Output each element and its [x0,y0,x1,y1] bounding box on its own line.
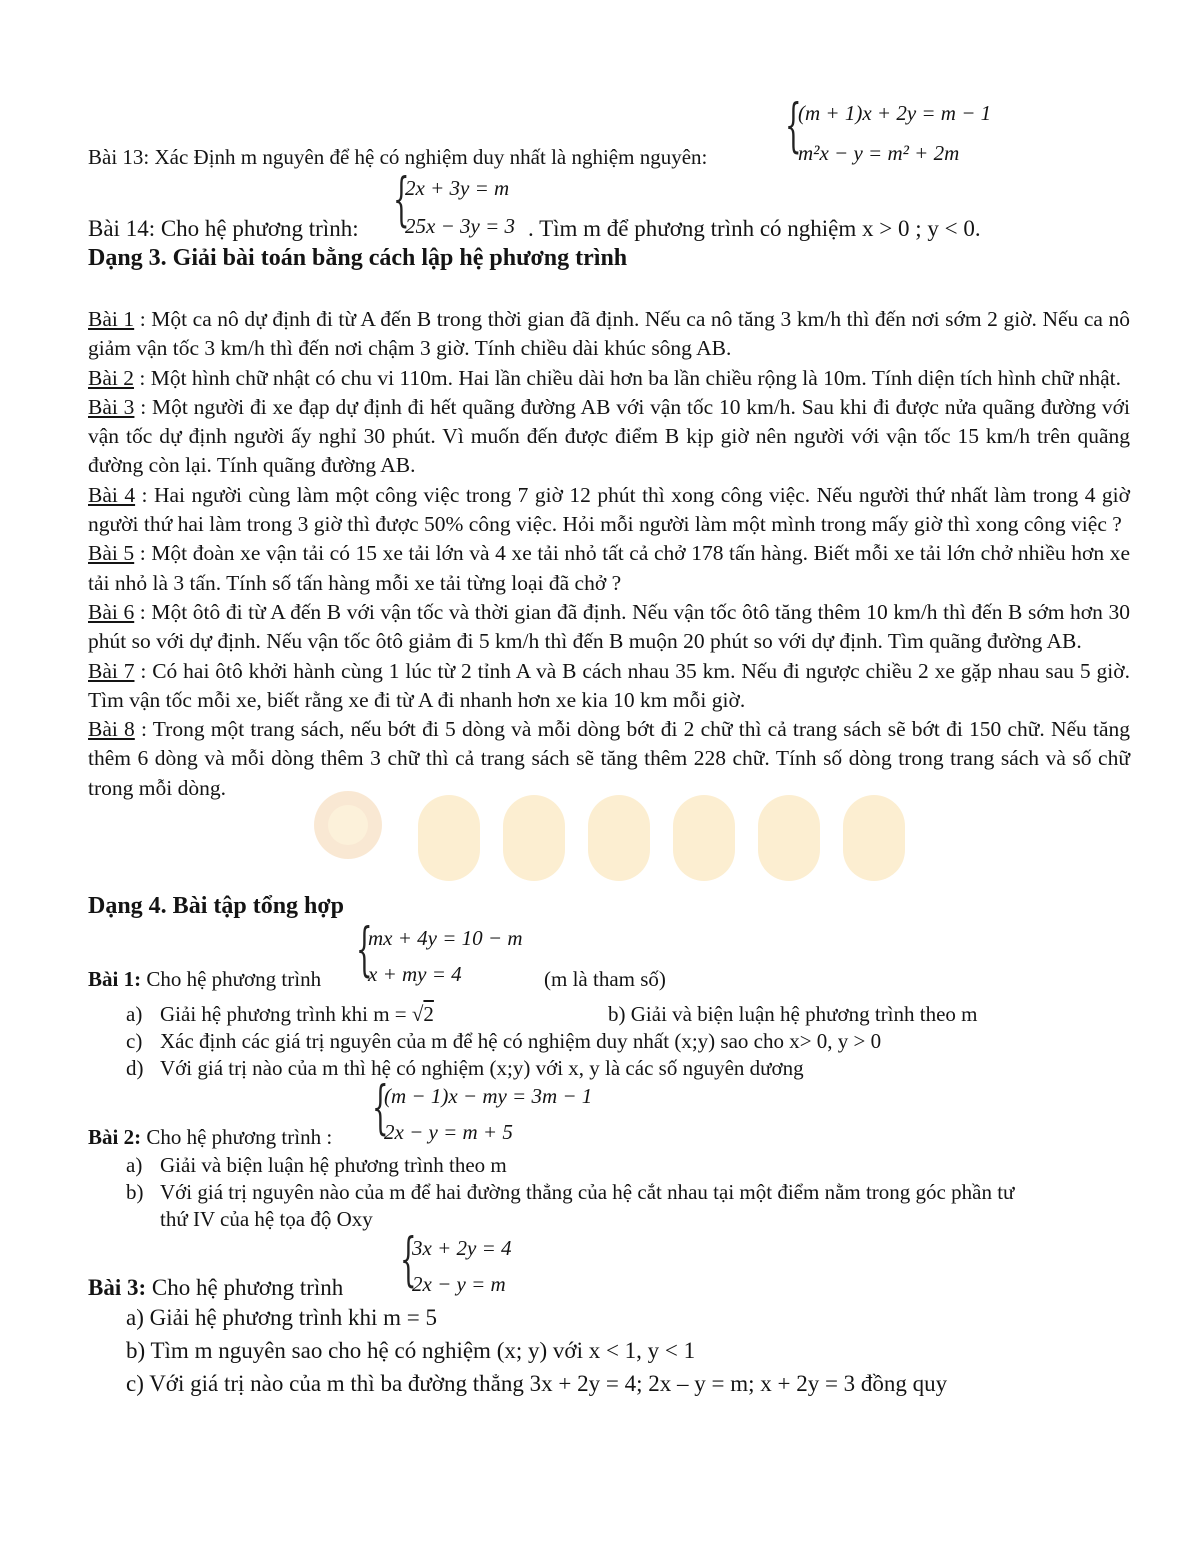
bai13-brace: { [785,91,802,159]
d4-bai1-c: Xác định các giá trị nguyên của m để hệ có nghiệm duy nhất (x;y) sao cho x> 0, y > 0 [160,1029,882,1053]
problem-8 [88,715,1130,803]
problem-text: : Một ca nô dự định đi từ A đến B trong thời gian đã định. Nếu ca nô tăng 3 km/h thì đến nơi sớm 2 giờ. Nếu ca nô giảm vận tốc 3 km/h thì đến nơi chậm 3 giờ. Tính chiều dài khúc sông AB. [88,307,1130,361]
d4-bai2-intro [88,1125,332,1150]
d4-bai1-brace: { [356,915,373,983]
problem-text: : Một người đi xe đạp dự định đi hết quãng đường AB với vận tốc 10 km/h. Sau khi đi được nửa quãng đường với vận tốc dự định người ấy nghỉ 30 phút. Vì muốn đến được điểm B kịp giờ nên người với vận tốc 15 km/h trên quãng đường còn lại. Tính quãng đường AB. [88,394,1130,478]
problem-text: : Một đoàn xe vận tải có 15 xe tải lớn và 4 xe tải nhỏ tất cả chở 178 tấn hàng. Biết mỗi xe tải lớn chở nhiều hơn xe tải nhỏ là 3 tấn. Tính số tấn hàng mỗi xe tải từng loại đã chở ? [88,541,1130,595]
d4-bai1-note: (m là tham số) [544,967,666,991]
d4-bai1-b: b) Giải và biện luận hệ phương trình theo m [608,1002,978,1026]
d4-bai2-b-label: b) [126,1180,144,1204]
d4-bai2-b-line2: thứ IV của hệ tọa độ Oxy [160,1207,373,1231]
bai14-eq2: 25x − 3y = 3 [405,214,515,238]
d4-bai2-label: Bài 2: [88,1125,142,1149]
d4-bai1-a [160,1002,434,1027]
d4-bai2-b-line1: Với giá trị nguyên nào của m để hai đường thẳng của hệ cắt nhau tại một điểm nằm trong góc phần tư [160,1180,1015,1204]
problem-label: Bài 1 [88,307,135,331]
problem-3 [88,393,1130,481]
d4-bai2-eq1: (m − 1)x − my = 3m − 1 [384,1084,593,1108]
problem-label: Bài 7 [88,658,135,683]
problem-label: Bài 8 [88,717,135,742]
problem-5 [88,539,1130,598]
problem-text: : Một ôtô đi từ A đến B với vận tốc và thời gian đã định. Nếu vận tốc ôtô tăng thêm 10 km/h thì đến B sớm hơn 30 phút so với dự định. Nếu vận tốc ôtô giảm đi 5 km/h thì đến B muộn 20 phút so với dự định. Tìm quãng đường AB. [88,599,1130,654]
d4-bai1-d-label: d) [126,1056,144,1080]
bai14-tail: . Tìm m để phương trình có nghiệm x > 0 ; y < 0. [528,216,981,241]
problem-7 [88,657,1130,716]
problem-label: Bài 2 [88,365,134,390]
dang3-problem-list [88,305,1130,803]
problem-1 [88,305,1130,364]
d4-bai2-text: Cho hệ phương trình : [141,1125,333,1149]
d4-bai1-text: Cho hệ phương trình [141,967,322,991]
d4-bai1-c-label: c) [126,1029,143,1053]
problem-text: : Một hình chữ nhật có chu vi 110m. Hai lần chiều dài hơn ba lần chiều rộng là 10m. Tính diện tích hình chữ nhật. [133,365,1122,390]
d4-bai3-a: a) Giải hệ phương trình khi m = 5 [126,1305,437,1330]
d4-bai1-d: Với giá trị nào của m thì hệ có nghiệm (x;y) với x, y là các số nguyên dương [160,1056,804,1080]
d4-bai1-a-sqrt: 2 [423,1002,434,1026]
d4-bai2-brace: { [372,1073,389,1141]
bai14-text: Bài 14: Cho hệ phương trình: [88,216,359,241]
d4-bai3-text: Cho hệ phương trình [146,1275,344,1300]
dang4-heading: Dạng 4. Bài tập tổng hợp [88,893,345,919]
d4-bai2-a: Giải và biện luận hệ phương trình theo m [160,1153,507,1177]
d4-bai1-eq2: x + my = 4 [368,962,462,986]
bai13-eq1: (m + 1)x + 2y = m − 1 [798,101,992,125]
problem-label: Bài 5 [88,541,135,566]
problem-text: : Có hai ôtô khởi hành cùng 1 lúc từ 2 tỉnh A và B cách nhau 35 km. Nếu đi ngược chiều 2 xe gặp nhau sau 5 giờ. Tìm vận tốc mỗi xe, biết rằng xe đi từ A đi nhanh hơn xe kia 10 km mỗi giờ. [88,658,1130,712]
bai13-eq2: m²x − y = m² + 2m [798,141,960,165]
d4-bai1-eq1: mx + 4y = 10 − m [368,926,523,950]
d4-bai3-eq1: 3x + 2y = 4 [412,1236,512,1260]
bai14-eq1: 2x + 3y = m [405,176,510,200]
bai14-brace: { [393,165,410,233]
problem-text: : Trong một trang sách, nếu bớt đi 5 dòng và mỗi dòng bớt đi 2 chữ thì cả trang sách sẽ bớt đi 150 chữ. Nếu tăng thêm 6 dòng và mỗi dòng thêm 3 chữ thì cả trang sách sẽ tăng thêm 228 chữ. Tính số dòng trong trang sách và số chữ trong mỗi dòng. [88,717,1130,800]
problem-label: Bài 3 [88,394,135,419]
dang3-heading: Dạng 3. Giải bài toán bằng cách lập hệ phương trình [88,245,628,271]
sqrt-symbol: √ [411,1002,424,1026]
bai13-text: Bài 13: Xác Định m nguyên để hệ có nghiệm duy nhất là nghiệm nguyên: [88,145,708,169]
problem-2 [88,364,1130,393]
d4-bai1-intro [88,967,321,992]
d4-bai3-eq2: 2x − y = m [412,1272,506,1296]
d4-bai3-label: Bài 3: [88,1275,147,1300]
d4-bai3-brace: { [400,1225,417,1293]
d4-bai1-a-label: a) [126,1002,143,1026]
d4-bai3-c: c) Với giá trị nào của m thì ba đường thẳng 3x + 2y = 4; 2x – y = m; x + 2y = 3 đồng quy [126,1371,948,1396]
problem-4 [88,481,1130,540]
d4-bai2-a-label: a) [126,1153,143,1177]
d4-bai1-label: Bài 1: [88,967,142,991]
d4-bai3-intro [88,1275,343,1301]
problem-6 [88,598,1130,657]
problem-label: Bài 4 [88,482,136,507]
d4-bai2-eq2: 2x − y = m + 5 [384,1120,513,1144]
d4-bai1-a-text: Giải hệ phương trình khi m = [160,1002,412,1026]
problem-text: : Hai người cùng làm một công việc trong 7 giờ 12 phút thì xong công việc. Nếu người thứ nhất làm trong 4 giờ người thứ hai làm trong 3 giờ thì được 50% công việc. Hỏi mỗi người làm một mình trong mấy giờ thì xong công việc ? [88,482,1131,537]
problem-label: Bài 6 [88,599,135,624]
d4-bai3-b: b) Tìm m nguyên sao cho hệ có nghiệm (x; y) với x < 1, y < 1 [126,1338,696,1363]
